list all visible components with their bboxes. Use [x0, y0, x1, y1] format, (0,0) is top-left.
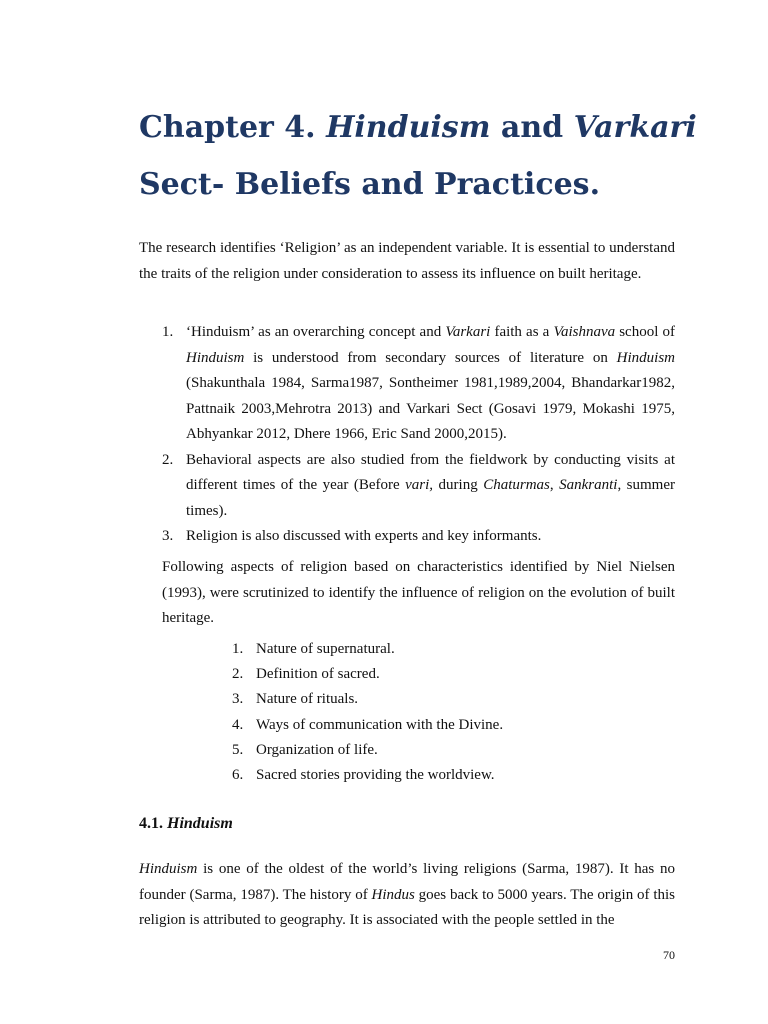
- list-text: Religion is also discussed with experts and key informants.: [186, 528, 542, 544]
- list-text: Sacred stories providing the worldview.: [256, 767, 495, 784]
- list-item: [232, 713, 652, 738]
- list-number: 2.: [162, 451, 174, 468]
- list-number: 3.: [162, 528, 174, 544]
- list-item: [162, 524, 675, 550]
- list-text: Nature of rituals.: [256, 691, 359, 708]
- list-text: Behavioral aspects are also studied from the fieldwork by conducting visits at different times of the year (Before: [186, 451, 675, 493]
- list-text: faith as a: [490, 324, 554, 340]
- body-italic: Hinduism: [139, 861, 198, 877]
- following-paragraph: Following aspects of religion based on characteristics identified by Niel Nielsen (1993), were scrutinized to identify the influence of religion on the evolution of built heritage.: [162, 559, 675, 626]
- section-title: Hinduism: [167, 815, 233, 832]
- intro-paragraph: The research identifies ‘Religion’ as an independent variable. It is essential to understand the traits of the religion under consideration to assess its influence on built heritage.: [139, 240, 675, 282]
- title-text: Chapter 4.: [139, 110, 327, 145]
- list-item: [232, 738, 652, 763]
- list-item: [232, 662, 652, 687]
- list-italic: Hinduism: [186, 349, 245, 366]
- list-item: [232, 637, 652, 662]
- list-number: 6.: [232, 767, 244, 784]
- body-text: goes back to 5000 years. The origin of this religion is attributed to geography. It is associated with the people settled in the: [139, 886, 675, 928]
- list-number: 4.: [232, 716, 244, 733]
- list-number: 5.: [232, 741, 244, 758]
- list-text: Nature of supernatural.: [256, 641, 395, 657]
- list-text: ‘Hinduism’ as an overarching concept and: [186, 324, 446, 340]
- list-number: 1.: [162, 324, 174, 340]
- list-text: Ways of communication with the Divine.: [256, 716, 504, 733]
- list-item: [232, 687, 652, 712]
- list-text: is understood from secondary sources of literature on: [244, 349, 617, 366]
- body-italic: Hindus: [371, 886, 415, 903]
- list-italic: Chaturmas: [483, 477, 550, 493]
- list-text: Organization of life.: [256, 741, 378, 758]
- list-text: during: [433, 477, 484, 493]
- list-text: , summer times).: [186, 477, 676, 519]
- list-text: ,: [549, 477, 560, 493]
- title-text-and: and: [490, 110, 574, 145]
- methods-list: [162, 320, 675, 550]
- list-number: 1.: [232, 641, 244, 657]
- aspects-list: [232, 637, 652, 788]
- section-heading: [139, 815, 233, 833]
- title-italic-varkari: Varkari: [573, 110, 697, 145]
- list-item: [232, 763, 652, 788]
- list-italic: Hinduism: [616, 349, 675, 366]
- chapter-title-line-2: Sect- Beliefs and Practices.: [139, 167, 601, 202]
- chapter-title-line-1: [139, 110, 699, 145]
- list-italic: Varkari: [445, 324, 491, 340]
- list-text: Definition of sacred.: [256, 666, 380, 683]
- section-number: 4.1.: [139, 815, 167, 832]
- list-italic: Vaishnava: [553, 324, 616, 340]
- list-number: 3.: [232, 691, 244, 708]
- body-text: is one of the oldest of the world’s living religions (Sarma, 1987). It has no founder (Sarma, 1987). The history of: [139, 861, 675, 903]
- list-item: [162, 320, 675, 448]
- list-item: [162, 448, 675, 525]
- list-text: (Shakunthala 1984, Sarma1987, Sontheimer 1981,1989,2004, Bhandarkar1982, Pattnaik 2003,Mehrotra 2013) and Varkari Sect (Gosavi 1979, Mokashi 1975, Abhyankar 2012, Dhere 1966, Eric Sand 2000,2015).: [186, 375, 675, 442]
- list-italic: Sankranti: [559, 477, 618, 493]
- list-italic: vari,: [405, 477, 434, 493]
- body-paragraph: [139, 857, 675, 934]
- list-number: 2.: [232, 666, 244, 683]
- title-italic-hinduism: Hinduism: [326, 110, 491, 145]
- list-text: school of: [615, 324, 675, 340]
- page-number: 70: [663, 948, 675, 962]
